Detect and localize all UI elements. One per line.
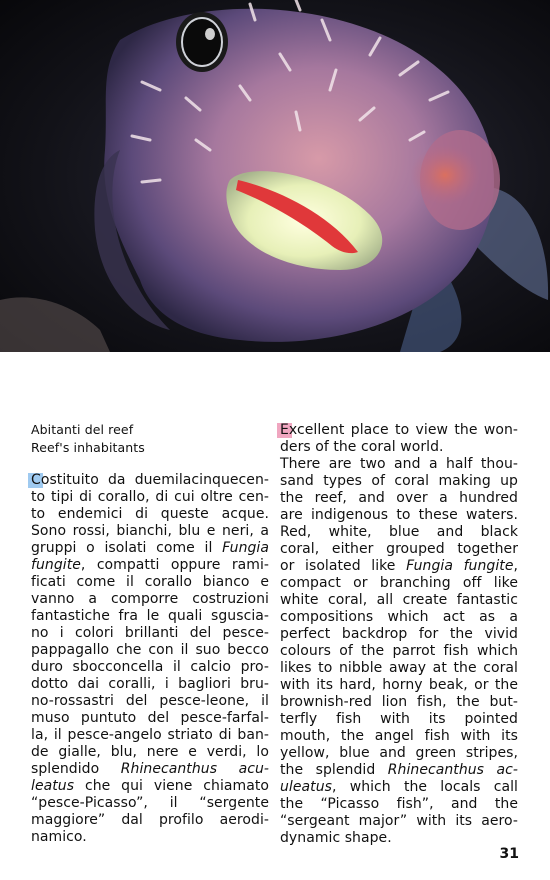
text-line: splendido Rhinecanthus acu-: [31, 761, 269, 777]
text-line: no-rossastri del pesce-leone, il: [31, 693, 269, 709]
text-line: gruppi o isolati come il Fungia: [31, 540, 269, 556]
text-line: yellow, blue and green stripes,: [280, 745, 518, 761]
text-line: leatus che qui viene chiamato: [31, 778, 269, 794]
text-line: are indigenous to these waters.: [280, 507, 518, 523]
text-line: perfect backdrop for the vivid: [280, 626, 518, 642]
text-line: likes to nibble away at the coral: [280, 660, 518, 676]
text-line: fungite, compatti oppure rami-: [31, 557, 269, 573]
text-line: la, il pesce-angelo striato di ban-: [31, 727, 269, 743]
text-line: Costituito da duemilacinquecen-: [31, 472, 269, 488]
text-line: or isolated like Fungia fungite,: [280, 558, 518, 574]
text-line: Sono rossi, bianchi, blu e neri, a: [31, 523, 269, 539]
text-line: terfly fish with its pointed: [280, 711, 518, 727]
text-line: maggiore” dal profilo aerodi-: [31, 812, 269, 828]
text-line: the “Picasso fish”, and the: [280, 796, 518, 812]
text-line: dotto dai coralli, i bagliori bru-: [31, 676, 269, 692]
text-line: There are two and a half thou-: [280, 456, 518, 472]
text-line: colours of the parrot fish which: [280, 643, 518, 659]
text-line: to tipi di corallo, di cui oltre cen-: [31, 489, 269, 505]
text-line: compact or branching off like: [280, 575, 518, 591]
text-line: pappagallo che con il suo becco: [31, 642, 269, 658]
text-line: “pesce-Picasso”, il “sergente: [31, 795, 269, 811]
text-line: muso puntuto del pesce-farfal-: [31, 710, 269, 726]
text-line: dynamic shape.: [280, 830, 392, 846]
text-line: no i colori brillanti del pesce-: [31, 625, 269, 641]
text-line: fantastiche fra le quali sguscia-: [31, 608, 269, 624]
text-line: coral, either grouped together: [280, 541, 518, 557]
text-line: white coral, all create fantastic: [280, 592, 518, 608]
text-line: vanno a comporre costruzioni: [31, 591, 269, 607]
porcupine-fish-photo: [0, 0, 550, 352]
text-line: the reef, and over a hundred: [280, 490, 518, 506]
text-line: “sergeant major” with its aero-: [280, 813, 518, 829]
page-number: 31: [499, 846, 519, 862]
text-line: the splendid Rhinecanthus ac-: [280, 762, 519, 778]
caption-italian: Abitanti del reef: [31, 422, 134, 437]
text-line: duro sbocconcella il calcio pro-: [31, 659, 269, 675]
italian-text-column: [31, 472, 269, 846]
text-line: mouth, the angel fish with its: [280, 728, 518, 744]
text-line: uleatus, which the locals call: [280, 779, 518, 795]
text-line: ders of the coral world.: [280, 439, 444, 455]
caption-english: Reef's inhabitants: [31, 440, 145, 455]
text-line: Red, white, blue and black: [280, 524, 518, 540]
text-line: de gialle, blu, nere e verdi, lo: [31, 744, 269, 760]
text-line: ficati come il corallo bianco e: [31, 574, 269, 590]
text-line: namico.: [31, 829, 87, 845]
text-line: brownish-red lion fish, the but-: [280, 694, 518, 710]
english-text-column: [280, 422, 518, 847]
text-line: compositions which act as a: [280, 609, 518, 625]
text-line: to endemici di queste acque.: [31, 506, 269, 522]
text-line: sand types of coral making up: [280, 473, 518, 489]
text-line: with its hard, horny beak, or the: [280, 677, 518, 693]
text-line: Excellent place to view the won-: [280, 422, 518, 438]
